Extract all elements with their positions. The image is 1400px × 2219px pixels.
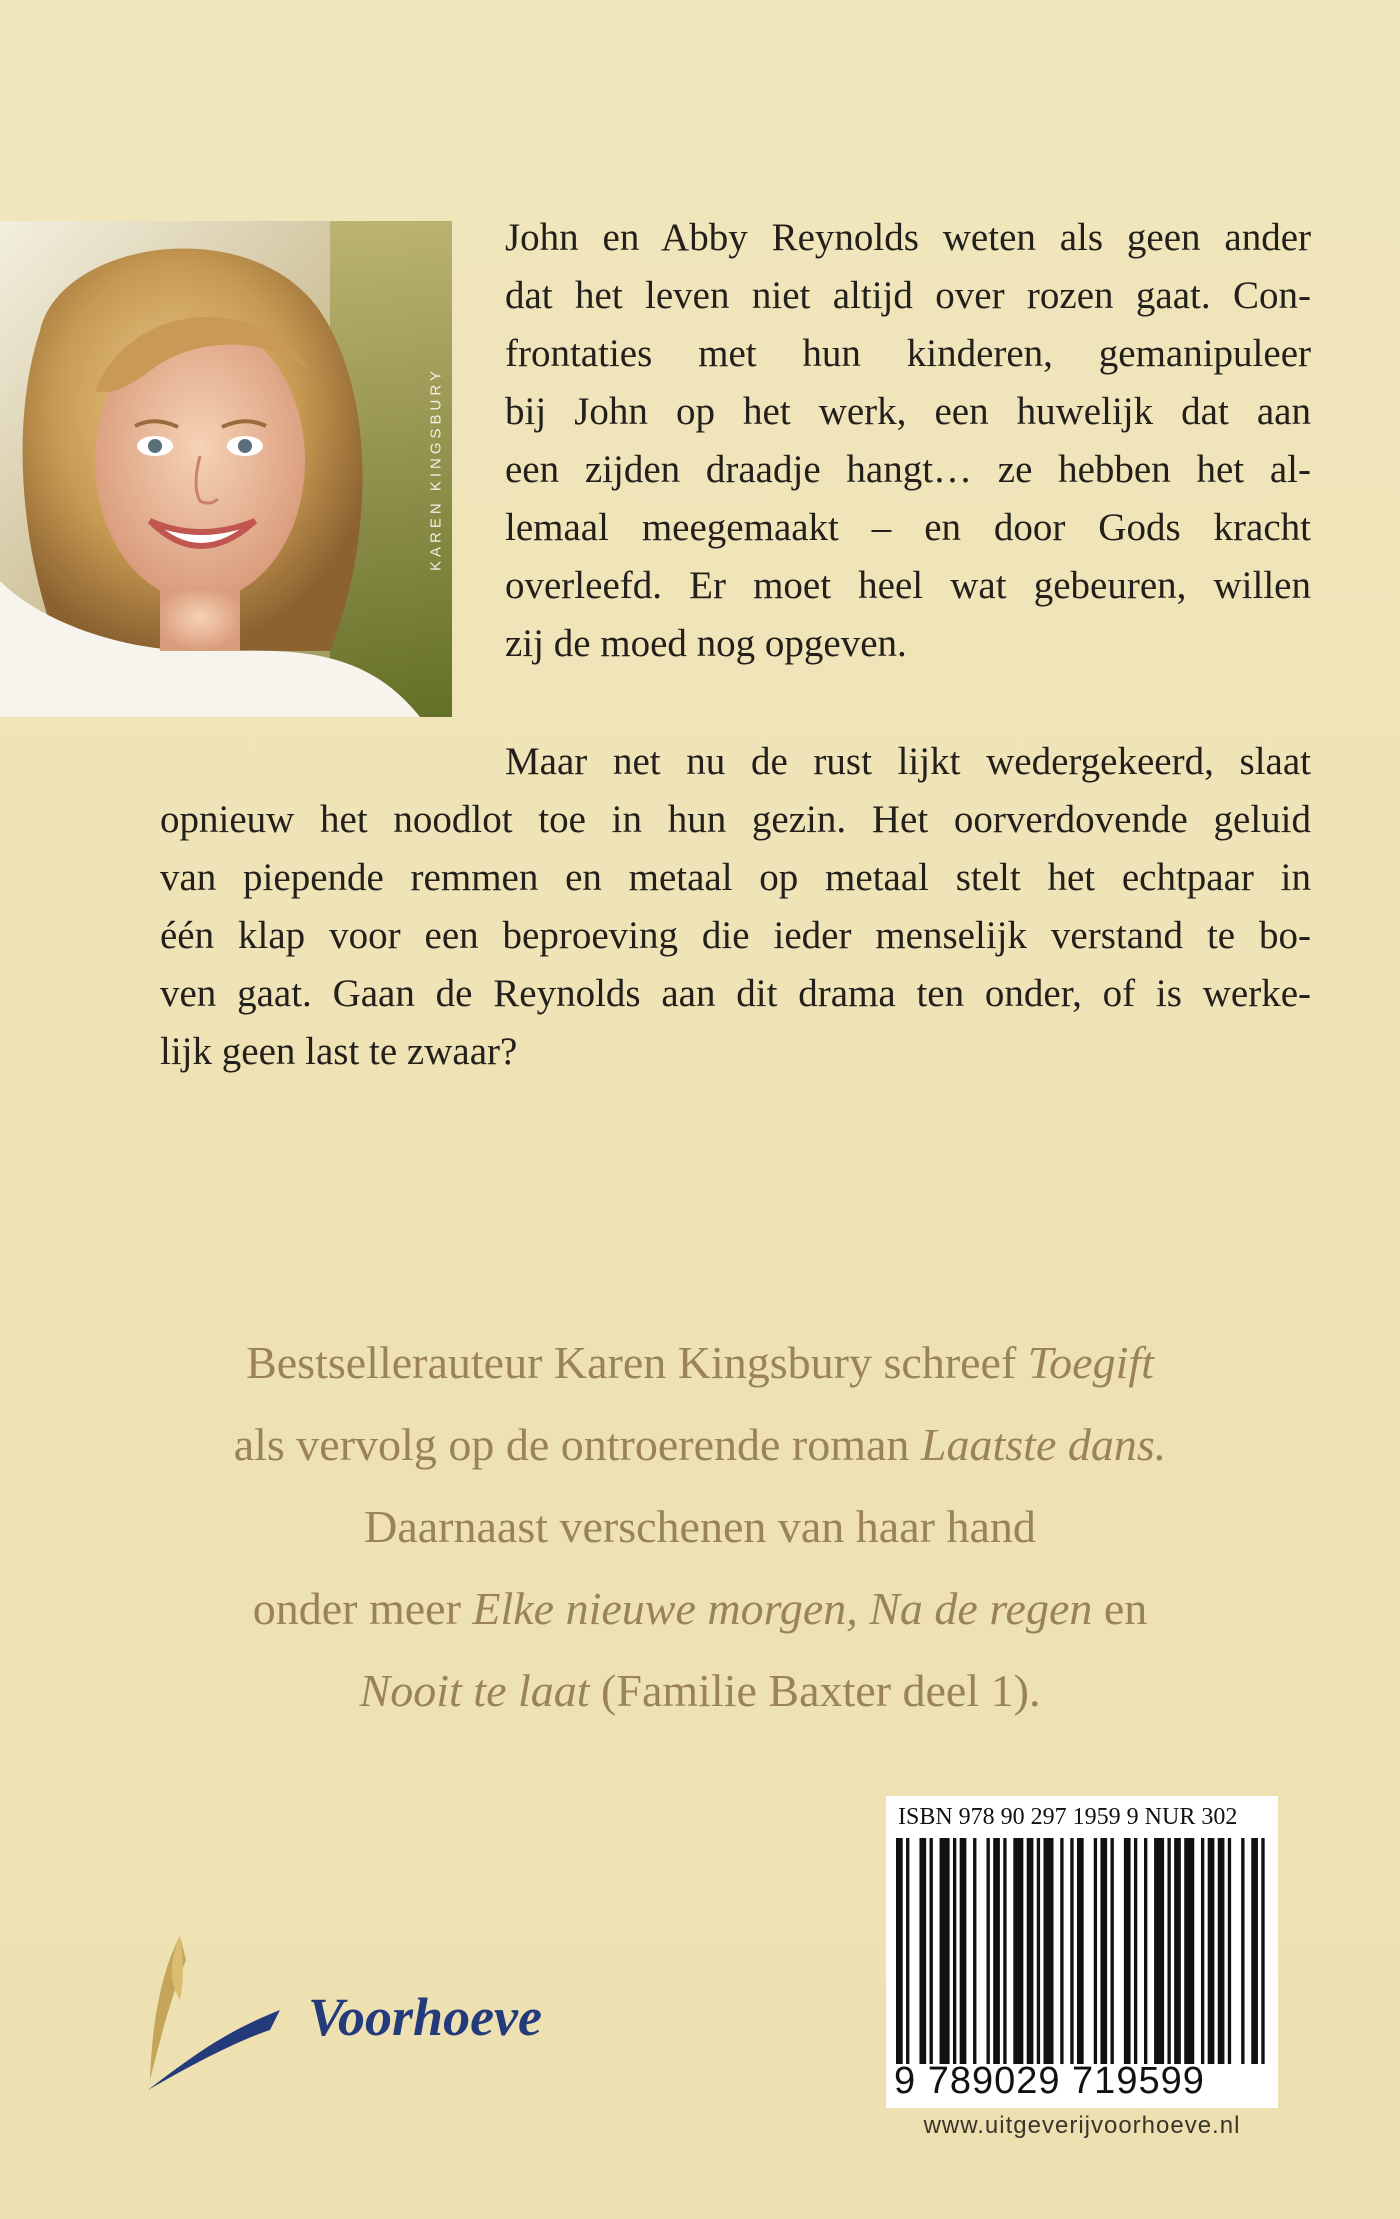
barcode-stripe <box>1167 1838 1170 2064</box>
barcode-stripe <box>1043 1838 1053 2064</box>
barcode-stripe <box>1013 1838 1023 2064</box>
author-statement <box>100 1322 1300 1732</box>
barcode-stripe <box>960 1838 967 2064</box>
publisher-name: Voorhoeve <box>308 1987 542 2047</box>
text-line: frontaties met hun kinderen, gemanipuleer <box>505 332 1311 375</box>
barcode-stripe <box>1228 1838 1231 2064</box>
text-line: van piepende remmen en metaal op metaal stelt het echtpaar in <box>160 856 1311 899</box>
text-line: een zijden draadje hangt… ze hebben het al- <box>505 448 1311 491</box>
blurb-paragraph-2 <box>160 733 1311 1081</box>
statement-line <box>100 1650 1300 1732</box>
photo-credit-text: KAREN KINGSBURY <box>427 367 445 571</box>
barcode-stripe <box>1037 1838 1040 2064</box>
book-title: Nooit te laat <box>359 1665 590 1716</box>
barcode-stripe <box>1154 1838 1164 2064</box>
text-line: één klap voor een beproeving die ieder menselijk verstand te bo- <box>160 914 1311 957</box>
barcode-stripe <box>1124 1838 1131 2064</box>
barcode-stripe <box>919 1838 926 2064</box>
barcode-stripe <box>993 1838 1000 2064</box>
barcode-stripe <box>973 1838 976 2064</box>
blurb-paragraph-1 <box>505 209 1311 673</box>
statement-text: en <box>1092 1583 1148 1634</box>
book-title: Laatste dans. <box>920 1419 1167 1470</box>
barcode-stripe <box>953 1838 956 2064</box>
barcode-stripe <box>1077 1838 1084 2064</box>
text-line: Maar net nu de rust lijkt wedergekeerd, slaat <box>505 740 1311 783</box>
isbn-barcode <box>886 1796 1278 2108</box>
barcode-stripe <box>1241 1838 1244 2064</box>
photo-credit <box>420 221 452 717</box>
statement-line <box>100 1404 1300 1486</box>
text-line: lemaal meegemaakt – en door Gods kracht <box>505 506 1311 549</box>
barcode-digits: 9 789029 719599 <box>894 2060 1205 2102</box>
barcode-stripe <box>1110 1838 1113 2064</box>
book-title: Toegift <box>1027 1337 1154 1388</box>
barcode-stripe <box>940 1838 950 2064</box>
text-line: zij de moed nog opgeven. <box>505 622 907 665</box>
barcode-icon <box>896 1838 1268 2064</box>
barcode-stripe <box>1218 1838 1225 2064</box>
barcode-stripe <box>1070 1838 1073 2064</box>
statement-text: Daarnaast verschenen van haar hand <box>364 1501 1036 1552</box>
barcode-stripe <box>1100 1838 1107 2064</box>
statement-line <box>100 1486 1300 1568</box>
statement-text: Bestsellerauteur Karen Kingsbury schreef <box>246 1337 1028 1388</box>
barcode-stripe <box>1144 1838 1147 2064</box>
text-line: overleefd. Er moet heel wat gebeuren, willen <box>505 564 1311 607</box>
isbn-label: ISBN 978 90 297 1959 9 NUR 302 <box>898 1804 1238 1830</box>
text-line: bij John op het werk, een huwelijk dat aan <box>505 390 1311 433</box>
barcode-stripe <box>896 1838 903 2064</box>
barcode-stripe <box>906 1838 909 2064</box>
barcode-stripe <box>1027 1838 1034 2064</box>
text-line: John en Abby Reynolds weten als geen ander <box>505 216 1311 259</box>
statement-line <box>100 1322 1300 1404</box>
text-line: ven gaat. Gaan de Reynolds aan dit drama ten onder, of is werke- <box>160 972 1311 1015</box>
barcode-stripe <box>1094 1838 1097 2064</box>
barcode-stripe <box>1134 1838 1137 2064</box>
statement-text: als vervolg op de ontroerende roman <box>233 1419 921 1470</box>
barcode-stripe <box>1251 1838 1258 2064</box>
barcode-stripe <box>1261 1838 1264 2064</box>
barcode-stripe <box>1060 1838 1063 2064</box>
text-line: opnieuw het noodlot toe in hun gezin. Het oorverdovende geluid <box>160 798 1311 841</box>
barcode-stripe <box>1208 1838 1215 2064</box>
barcode-stripe <box>1174 1838 1181 2064</box>
author-photo <box>0 221 452 717</box>
barcode-stripe <box>1201 1838 1204 2064</box>
barcode-stripe <box>1184 1838 1194 2064</box>
book-title: Elke nieuwe morgen, Na de regen <box>472 1583 1093 1634</box>
barcode-stripe <box>986 1838 989 2064</box>
barcode-stripe <box>1003 1838 1006 2064</box>
publisher-website: www.uitgeverijvoorhoeve.nl <box>923 2112 1241 2139</box>
statement-text: (Familie Baxter deel 1). <box>589 1665 1041 1716</box>
statement-line <box>100 1568 1300 1650</box>
barcode-stripe <box>930 1838 933 2064</box>
statement-text: onder meer <box>252 1583 473 1634</box>
text-line: lijk geen last te zwaar? <box>160 1030 518 1073</box>
text-line: dat het leven niet altijd over rozen gaat. Con- <box>505 274 1311 317</box>
